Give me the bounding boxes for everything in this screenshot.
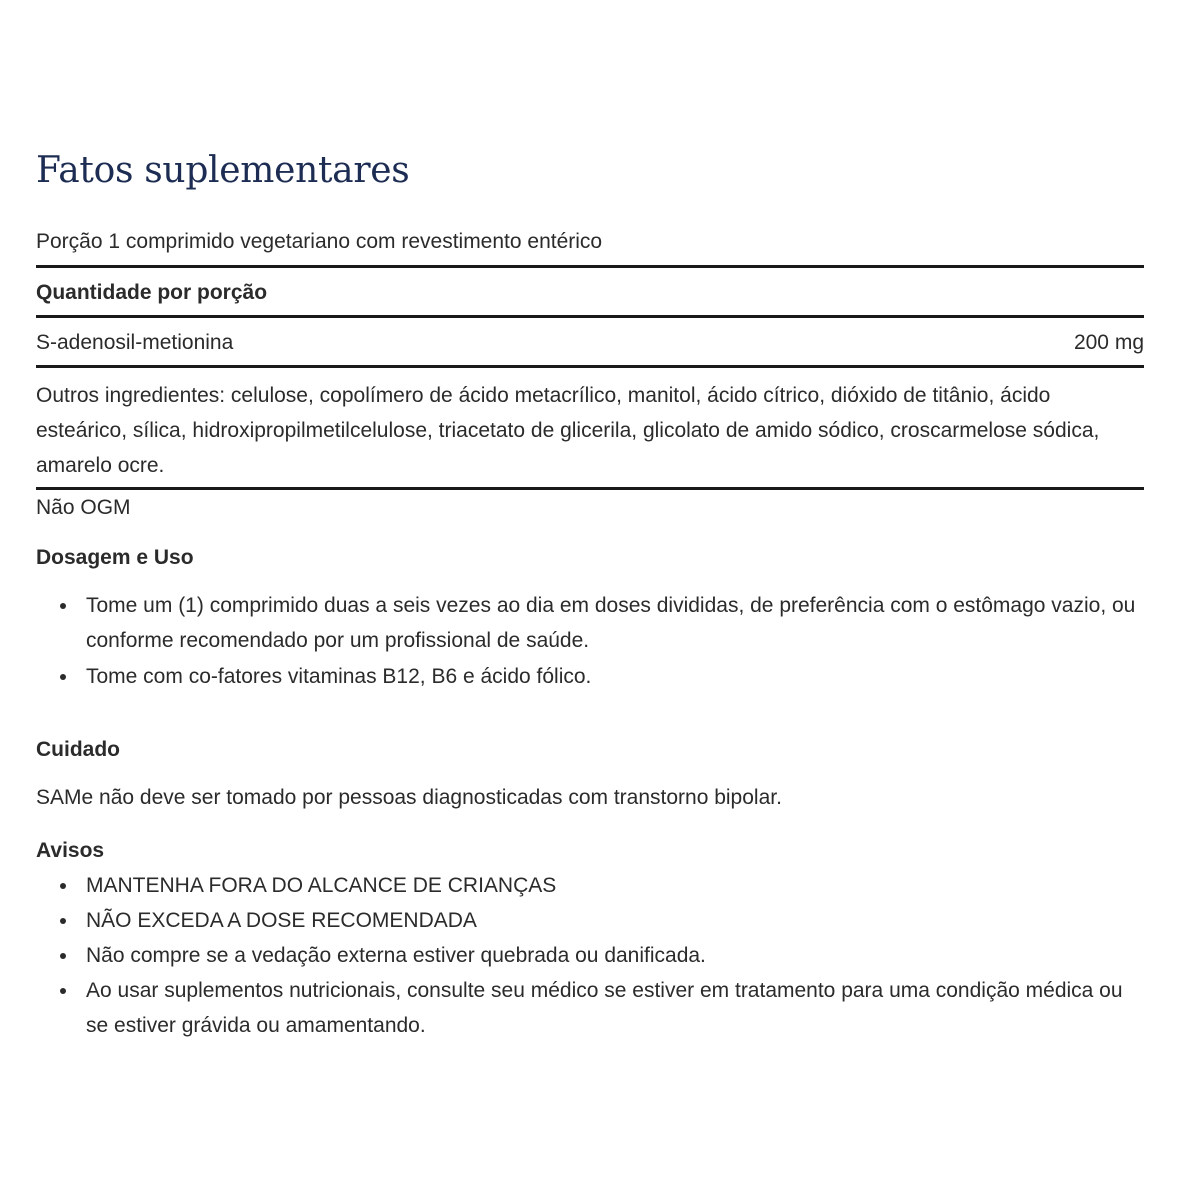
other-ingredients: Outros ingredientes: celulose, copolímero de ácido metacrílico, manitol, ácido cítrico, dióxido de titânio, ácido esteárico, sílica, hidroxipropilmetilcelulose, triacetato de glicerila, glicolato de amido sódico, croscarmelose sódica, amarelo ocre. [36, 384, 1100, 477]
caution-heading: Cuidado [36, 738, 120, 761]
warning-item-text: MANTENHA FORA DO ALCANCE DE CRIANÇAS [86, 874, 557, 897]
divider-rule [36, 265, 1144, 268]
list-item [36, 973, 1144, 1043]
list-item [36, 938, 1144, 973]
list-item [36, 903, 1144, 938]
bullet-icon [60, 603, 66, 609]
warning-item-text: Não compre se a vedação externa estiver quebrada ou danificada. [86, 944, 706, 967]
list-item [36, 659, 1144, 694]
bullet-icon [60, 988, 66, 994]
bullet-icon [60, 918, 66, 924]
dosage-heading: Dosagem e Uso [36, 546, 194, 569]
bullet-icon [60, 953, 66, 959]
warnings-heading: Avisos [36, 839, 105, 862]
non-gmo-label: Não OGM [36, 496, 131, 519]
warning-item-text: Ao usar suplementos nutricionais, consulte seu médico se estiver em tratamento para uma condição médica ou se estiver grávida ou amamentando. [86, 979, 1123, 1037]
ingredient-name: S-adenosil-metionina [36, 331, 234, 354]
bullet-icon [60, 883, 66, 889]
dosage-item-text: Tome um (1) comprimido duas a seis vezes ao dia em doses divididas, de preferência com o estômago vazio, ou conforme recomendado por um profissional de saúde. [86, 594, 1136, 652]
amount-per-serving-header: Quantidade por porção [36, 281, 268, 304]
page-title: Fatos suplementares [36, 150, 410, 191]
warnings-list [36, 868, 1144, 1043]
divider-rule [36, 365, 1144, 368]
list-item [36, 868, 1144, 903]
bullet-icon [60, 674, 66, 680]
list-item [36, 588, 1144, 658]
divider-rule [36, 315, 1144, 318]
divider-rule [36, 487, 1144, 490]
warning-item-text: NÃO EXCEDA A DOSE RECOMENDADA [86, 909, 477, 932]
dosage-list [36, 588, 1144, 694]
dosage-item-text: Tome com co-fatores vitaminas B12, B6 e ácido fólico. [86, 665, 592, 688]
caution-text: SAMe não deve ser tomado por pessoas diagnosticadas com transtorno bipolar. [36, 786, 782, 809]
ingredient-amount: 200 mg [1073, 331, 1144, 354]
serving-size: Porção 1 comprimido vegetariano com revestimento entérico [36, 230, 603, 253]
